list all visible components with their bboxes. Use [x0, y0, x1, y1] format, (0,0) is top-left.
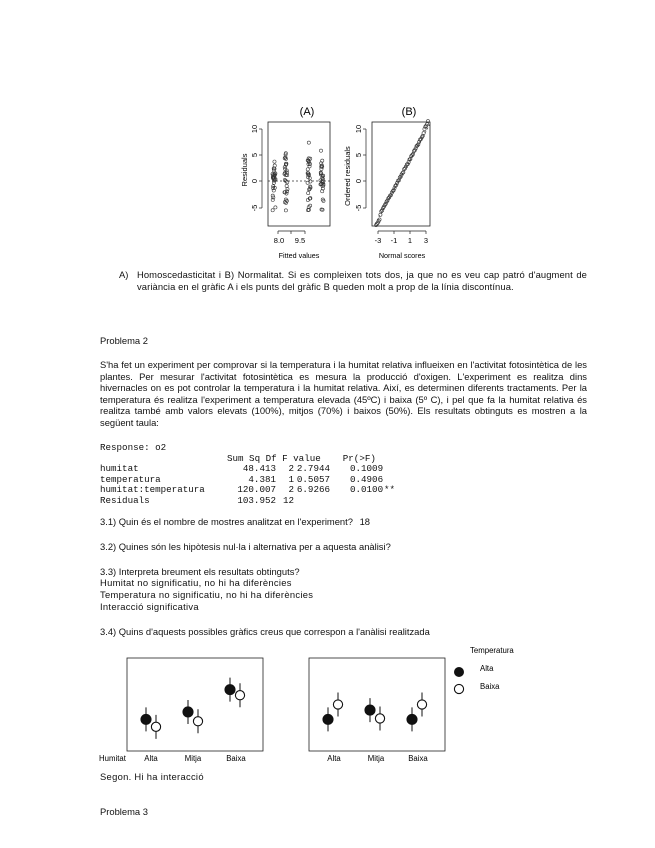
panel-a-xtick: 8.0 — [273, 236, 285, 245]
anova-row — [100, 496, 420, 507]
chart2-xtick: Alta — [327, 754, 341, 763]
legend-label-alta: Alta — [480, 664, 494, 673]
legend-title: Temperatura — [470, 646, 514, 655]
panel-a-ytick: -5 — [250, 204, 259, 212]
panel-b-title: (B) — [401, 106, 417, 118]
chart1-point-baixa — [235, 691, 244, 700]
anova-cell-sumsq: 4.381 — [248, 473, 276, 485]
panel-b-xaxis — [375, 231, 428, 260]
q31-question: 3.1) Quin és el nombre de mostres analitzat en l'experiment? — [100, 516, 353, 527]
panel-b-xtick: -1 — [390, 236, 398, 245]
panel-a-ytick: 5 — [250, 152, 259, 158]
residual-point — [286, 188, 289, 191]
chart2-point-alta — [323, 714, 333, 724]
chart1-point-alta — [183, 707, 193, 717]
residual-point — [307, 141, 310, 144]
chart-marks — [141, 678, 427, 739]
q31-line — [100, 516, 370, 528]
q32-question: 3.2) Quines són les hipòtesis nul·la i alternativa per a aquesta anàlisi? — [100, 541, 391, 552]
panel-b-xlabel: Normal scores — [378, 251, 426, 260]
panel-b-xtick: -3 — [374, 236, 382, 245]
answer-a-marker: A) — [119, 269, 129, 280]
panel-b-yaxis — [343, 125, 366, 212]
chart2-point-baixa — [333, 700, 342, 709]
chart1-xtick: Baixa — [226, 754, 246, 763]
anova-cell-sumsq: 120.007 — [237, 484, 276, 496]
anova-cell-term: temperatura — [100, 473, 161, 485]
chart1-xtick: Alta — [144, 754, 158, 763]
panel-b-xtick: 3 — [423, 236, 429, 245]
anova-cell-p: 0.4906 — [350, 473, 384, 485]
chart1-point-baixa — [151, 722, 160, 731]
chart2-point-alta — [407, 714, 417, 724]
residual-point — [285, 184, 288, 187]
q33-answer: Temperatura no significatiu, no hi ha diferències — [100, 589, 314, 600]
problema2-intro: S'ha fet un experiment per comprovar si la temperatura i la humitat relativa influeixen en l'activitat fotosintètica de les plantes. Per mesurar l'activitat fotosintètica es mesura la producció d'oxigen. L'experiment es realitza dins hivernacles on es pot controlar la temperatura i la humitat relativa. Així, es determinen diferents tractaments. Per la temperatura és realitza l'experiment a temperatura elevada (45ºC) i baixa (5º C), i pel que fa la humitat relativa és realitza també amb valors elevats (100%), mitjos (70%) i baixos (50%). Els resultats obtinguts es mostren a la següent taula: — [100, 359, 587, 428]
chart2-point-alta — [365, 705, 375, 715]
anova-cell-f: 2.7944 — [296, 463, 330, 474]
panel-b-ytick: 5 — [354, 152, 363, 158]
problema2-heading: Problema 2 — [100, 335, 148, 346]
panel-b-ytick: 0 — [354, 178, 363, 184]
chart1-point-baixa — [193, 717, 202, 726]
panel-a-points — [271, 141, 325, 212]
residual-point — [307, 192, 310, 195]
qq-point — [379, 213, 382, 216]
legend-label-baixa: Baixa — [480, 682, 500, 691]
anova-row — [100, 464, 420, 475]
anova-header: Sum Sq Df F value Pr(>F) — [227, 453, 376, 464]
q33-answer: Interacció significativa — [100, 601, 199, 612]
chart1-point-alta — [225, 685, 235, 695]
legend-marker-alta — [454, 667, 464, 677]
panel-a-xlabel: Fitted values — [278, 251, 320, 260]
panel-a-ylabel: Residuals — [240, 153, 249, 187]
chart1-point-alta — [141, 714, 151, 724]
qq-point — [392, 189, 395, 192]
panel-b-points — [374, 120, 429, 227]
q33-question: 3.3) Interpreta breument els resultats obtinguts? — [100, 566, 300, 577]
anova-cell-term: humitat:temperatura — [100, 484, 205, 496]
chart1-frame — [127, 658, 263, 751]
panel-a-xaxis — [274, 231, 320, 260]
chart2-point-baixa — [417, 700, 426, 709]
residual-point — [306, 181, 309, 184]
q33-answer: Humitat no significatiu, no hi ha diferències — [100, 577, 292, 588]
q34-question: 3.4) Quins d'aquests possibles gràfics creus que correspon a l'anàlisi realitzada — [100, 626, 430, 637]
q34-answer: Segon. Hi ha interacció — [100, 771, 204, 782]
anova-cell-term: Residuals — [100, 494, 150, 506]
residual-point — [273, 164, 276, 167]
panel-a-ytick: 0 — [250, 178, 259, 184]
chart2-point-baixa — [375, 714, 384, 723]
panel-b-ytick: -5 — [354, 204, 363, 212]
answer-a-text: Homoscedasticitat i B) Normalitat. Si es compleixen tots dos, ja que no es veu cap patró d'augment de variància en el gràfic A i els punts del gràfic B queden molt a prop de la línia discontínua. — [137, 269, 587, 292]
anova-cell-df: 1 — [288, 473, 294, 485]
panel-a-title: (A) — [299, 106, 315, 118]
anova-cell-df: 2 — [288, 484, 294, 496]
anova-cell-term: humitat — [100, 463, 139, 474]
anova-cell-p: 0.1009 — [350, 463, 384, 474]
panel-a-yaxis — [240, 125, 262, 212]
anova-cell-df: 2 — [288, 463, 294, 474]
anova-cell-sig: ** — [384, 484, 396, 496]
residual-point — [284, 209, 287, 212]
residual-point — [306, 168, 309, 171]
anova-table — [100, 464, 420, 506]
residual-plots — [0, 0, 655, 270]
problema3-heading: Problema 3 — [100, 806, 148, 817]
qq-point — [402, 171, 405, 174]
chart2-xtick: Baixa — [408, 754, 428, 763]
anova-response: Response: o2 — [100, 442, 167, 453]
panel-a-ytick: 10 — [250, 124, 259, 134]
legend-marker-baixa — [454, 684, 463, 693]
chart1-xtick: Mitja — [184, 754, 202, 763]
anova-cell-p: 0.0100 — [350, 484, 384, 496]
residual-point — [271, 209, 274, 212]
panel-b-ylabel: Ordered residuals — [343, 146, 352, 206]
residual-point — [319, 149, 322, 152]
chart2-xtick: Mitja — [367, 754, 385, 763]
chart1-xtitle: Humitat — [99, 754, 126, 763]
anova-cell-sumsq: 48.413 — [242, 463, 276, 474]
anova-cell-f: 6.9266 — [296, 484, 330, 496]
q31-answer: 18 — [359, 516, 371, 527]
anova-cell-f: 0.5057 — [296, 473, 330, 485]
panel-a-xtick: 9.5 — [294, 236, 306, 245]
panel-b-ytick: 10 — [354, 124, 363, 134]
anova-cell-sumsq: 103.952 — [237, 494, 276, 506]
panel-b-xtick: 1 — [407, 236, 413, 245]
interaction-charts — [0, 640, 655, 770]
residual-point — [274, 206, 277, 209]
residual-point — [273, 160, 276, 163]
anova-cell-df: 12 — [282, 494, 294, 506]
